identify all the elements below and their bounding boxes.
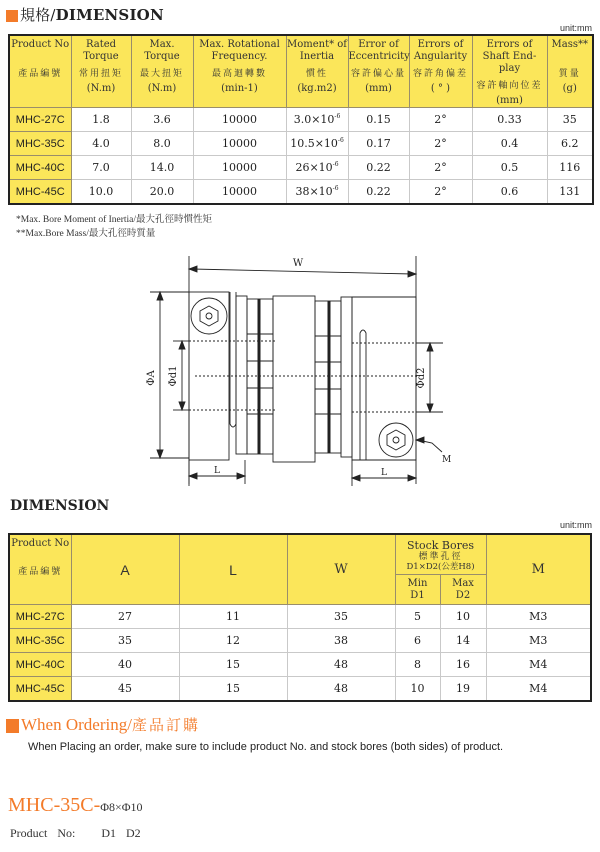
legend-d2: D2 [126,826,141,840]
cell-rated: 4.0 [71,132,131,156]
cell-l: 15 [179,653,287,677]
cell-w: 38 [287,629,395,653]
label-d2: Φd2 [416,367,427,389]
cell-product: MHC-40C [9,156,71,180]
cell-ang: 2° [409,180,472,205]
left-screw [191,298,227,334]
arrow-icon [179,402,185,410]
cell-product: MHC-45C [9,677,71,702]
ordering-example [8,794,143,817]
cell-rated: 7.0 [71,156,131,180]
table-row [9,108,593,132]
left-hub-lip [236,296,247,454]
cell-w: 48 [287,677,395,702]
coupling-drawing [140,254,480,486]
cell-freq: 10000 [193,156,286,180]
cell-l: 11 [179,605,287,629]
table-row [9,605,591,629]
cell-a: 45 [71,677,179,702]
col-a: A [71,534,179,605]
cell-mass: 6.2 [547,132,593,156]
table-row [9,629,591,653]
cell-max: 8.0 [131,132,193,156]
arrow-icon [189,473,197,479]
col-min-d1: Min D1 [395,575,440,605]
arrow-icon [408,475,416,481]
spec-table [8,34,594,205]
example-product: MHC-35C- [8,794,101,816]
cell-d1: 10 [395,677,440,702]
legend-d1: D1 [101,826,117,840]
orange-square-icon [6,10,18,22]
cell-end: 0.6 [472,180,547,205]
col-rated-torque: Rated Torque 常用扭矩 (N.m) [71,35,131,108]
cell-m: M3 [486,629,591,653]
cell-inertia: $38\times 10^{-6}$ [286,180,348,205]
right-hub-lip [341,297,352,457]
spec-table-header [9,35,593,108]
label-l-left: L [214,466,220,476]
cell-end: 0.4 [472,132,547,156]
col-product: Product No 產品編號 [9,534,71,605]
cell-l: 12 [179,629,287,653]
col-max-torque: Max. Torque 最大扭矩 (N.m) [131,35,193,108]
cell-ecc: 0.17 [348,132,409,156]
legend-product: Product [10,826,48,840]
cell-d2: 19 [440,677,486,702]
col-inertia: Moment* of Inertia 慣性 (kg.m2) [286,35,348,108]
col-mass: Mass** 質量 (g) [547,35,593,108]
cell-d1: 8 [395,653,440,677]
hex-socket-icon [200,306,218,326]
cell-inertia: $26\times 10^{-6}$ [286,156,348,180]
cell-product: MHC-27C [9,605,71,629]
col-m: M [486,534,591,605]
footnote-mass: **Max.Bore Mass/最大孔徑時質量 [16,229,156,239]
col-w: W [287,534,395,605]
label-d1: Φd1 [168,365,179,387]
cell-d1: 5 [395,605,440,629]
arrow-icon [157,450,163,458]
cell-a: 35 [71,629,179,653]
orange-square-icon [6,719,19,733]
arrow-icon [352,475,360,481]
cell-max: 3.6 [131,108,193,132]
left-slot [230,292,236,427]
example-dims: Φ8×Φ10 [100,800,143,814]
cell-mass: 116 [547,156,593,180]
w-dimension-line [192,269,413,274]
cell-m: M3 [486,605,591,629]
cell-a: 27 [71,605,179,629]
cell-d1: 6 [395,629,440,653]
cell-end: 0.33 [472,108,547,132]
cell-mass: 35 [547,108,593,132]
label-a: ΦA [146,370,157,386]
footnote-inertia: *Max. Bore Moment of Inertia/最大孔徑時慣性矩 [16,215,213,225]
legend-no: No: [57,826,76,840]
col-product: Product No 產品編號 [9,35,71,108]
table-row [9,677,591,702]
ordering-title: When Ordering/產品訂購 [6,714,200,735]
cell-w: 48 [287,653,395,677]
arrow-icon [427,404,433,412]
cell-ecc: 0.15 [348,108,409,132]
table-row [9,132,593,156]
cell-freq: 10000 [193,180,286,205]
cell-max: 14.0 [131,156,193,180]
table-row [9,156,593,180]
arrow-icon [416,437,424,443]
col-max-d2: Max D2 [440,575,486,605]
arrow-icon [157,292,163,300]
col-angularity: Errors of Angularity 容許角偏差 ( ° ) [409,35,472,108]
dimension-table-header [9,534,591,575]
cell-ecc: 0.22 [348,156,409,180]
cell-freq: 10000 [193,108,286,132]
cell-rated: 10.0 [71,180,131,205]
unit-label-2: unit:mm [559,520,592,530]
arrow-icon [237,473,245,479]
col-stock-bores: Stock Bores 標準孔徑 D1×D2(公差H8) [395,534,486,575]
cell-mass: 131 [547,180,593,205]
label-w: W [292,258,304,269]
col-eccentricity: Error of Eccentricity 容許偏心量 (mm) [348,35,409,108]
col-max-frequency: Max. Rotational Frequency. 最高迴轉數 (min-1) [193,35,286,108]
arrow-icon [189,266,197,272]
right-hub [352,297,416,460]
cell-inertia: $3.0\times 10^{-6}$ [286,108,348,132]
cell-l: 15 [179,677,287,702]
cell-a: 40 [71,653,179,677]
table-row [9,180,593,205]
cell-inertia: $10.5\times 10^{-6}$ [286,132,348,156]
col-l: L [179,534,287,605]
cell-d2: 10 [440,605,486,629]
cell-ecc: 0.22 [348,180,409,205]
cell-product: MHC-40C [9,653,71,677]
col-end-play: Errors of Shaft End-play 容許軸向位差 (mm) [472,35,547,108]
cell-w: 35 [287,605,395,629]
cell-ang: 2° [409,108,472,132]
label-l-right: L [381,468,387,478]
cell-product: MHC-35C [9,132,71,156]
cell-d2: 14 [440,629,486,653]
hex-socket-icon [387,430,405,450]
section-title-dimension: 規格/DIMENSION [6,4,164,25]
right-screw [379,423,413,457]
cell-end: 0.5 [472,156,547,180]
cell-m: M4 [486,677,591,702]
cell-d2: 16 [440,653,486,677]
arrow-icon [427,343,433,351]
cell-ang: 2° [409,156,472,180]
table-row [9,653,591,677]
center-spacer [273,296,315,462]
ordering-legend [10,826,151,841]
cell-max: 20.0 [131,180,193,205]
ordering-description: When Placing an order, make sure to include product No. and stock bores (both sides) of product. [28,741,504,753]
section-title-dimension-2: DIMENSION [10,498,110,514]
cell-product: MHC-27C [9,108,71,132]
cell-product: MHC-45C [9,180,71,205]
cell-freq: 10000 [193,132,286,156]
cell-ang: 2° [409,132,472,156]
label-m: M [442,455,452,465]
dimension-table [8,533,592,702]
arrow-icon [408,271,416,277]
cell-product: MHC-35C [9,629,71,653]
cell-rated: 1.8 [71,108,131,132]
cell-m: M4 [486,653,591,677]
unit-label: unit:mm [559,23,592,33]
right-slot [360,330,366,460]
arrow-icon [179,341,185,349]
